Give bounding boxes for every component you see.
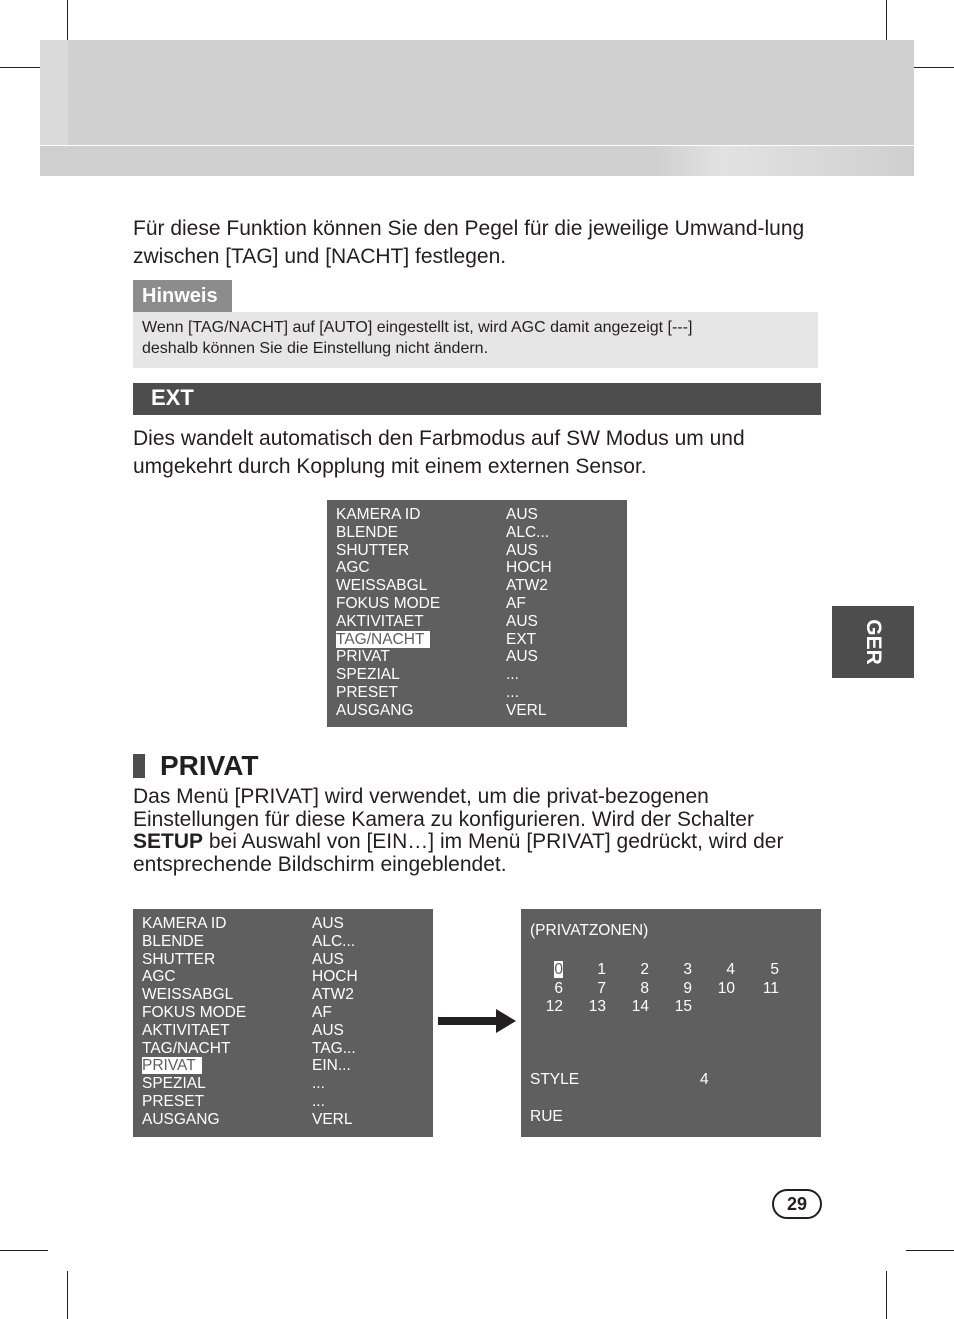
header-band-accent xyxy=(40,40,68,145)
menu-row-key xyxy=(142,968,312,986)
menu-key-text: AKTIVITAET xyxy=(142,1021,230,1039)
arrow-right-icon xyxy=(438,1008,518,1034)
menu-row-key xyxy=(142,1075,312,1093)
privacy-zone-number xyxy=(533,961,563,979)
setup-keyword: SETUP xyxy=(133,830,204,853)
menu-row xyxy=(142,915,424,933)
menu-key-text: AGC xyxy=(142,968,176,986)
menu-row xyxy=(336,595,618,613)
menu-row-value: HOCH xyxy=(506,559,552,577)
menu-key-text: SPEZIAL xyxy=(142,1075,206,1093)
menu-row-value: HOCH xyxy=(312,968,358,986)
style-value: 4 xyxy=(700,1071,709,1088)
privacy-zone-number xyxy=(619,980,649,998)
menu-row xyxy=(336,542,618,560)
zone-number-text: 8 xyxy=(640,980,649,997)
zone-number-text: 7 xyxy=(597,980,606,997)
ext-description xyxy=(133,425,823,481)
menu-row xyxy=(336,648,618,666)
privacy-zone-number xyxy=(662,961,692,979)
menu-row xyxy=(142,1057,424,1075)
menu-row-key xyxy=(336,613,506,631)
osd-menu-ext xyxy=(327,500,627,727)
crop-mark xyxy=(0,1250,48,1251)
menu-key-text: PRIVAT xyxy=(142,1057,202,1074)
menu-key-text: SPEZIAL xyxy=(336,666,400,684)
menu-key-text: TAG/NACHT xyxy=(336,631,430,648)
menu-row xyxy=(336,559,618,577)
return-label: RUE xyxy=(530,1108,563,1125)
privacy-zone-number xyxy=(705,980,735,998)
privat-description-line: entsprechende Bildschirm eingeblendet. xyxy=(133,852,507,876)
zone-number-text: 10 xyxy=(717,980,735,997)
menu-row-key xyxy=(142,1022,312,1040)
menu-key-text: SHUTTER xyxy=(142,950,216,968)
menu-row xyxy=(142,1040,424,1058)
menu-row-key xyxy=(142,1057,312,1075)
page-number: 29 xyxy=(772,1189,822,1219)
menu-row-value: ATW2 xyxy=(506,577,548,595)
privat-description-line: Das Menü [PRIVAT] wird verwendet, um die privat-bezogenen xyxy=(133,785,709,808)
zone-number-text: 9 xyxy=(683,980,692,997)
privat-description-line: Einstellungen für diese Kamera zu konfigurieren. Wird der Schalter xyxy=(133,807,754,831)
menu-key-text: AKTIVITAET xyxy=(336,612,424,630)
menu-row-key xyxy=(336,524,506,542)
note-label: Hinweis xyxy=(133,280,232,312)
menu-row-key xyxy=(142,1040,312,1058)
menu-row xyxy=(142,1111,424,1129)
privacy-zone-number xyxy=(576,980,606,998)
menu-row-key xyxy=(336,559,506,577)
language-tab-label: GER xyxy=(862,619,885,665)
crop-mark xyxy=(67,1271,68,1319)
menu-key-text: FOKUS MODE xyxy=(142,1003,247,1021)
menu-row-key xyxy=(336,648,506,666)
zone-number-text: 13 xyxy=(588,998,606,1015)
privat-description-text: bei Auswahl von [EIN…] im Menü [PRIVAT] gedrückt, wird der xyxy=(203,830,784,853)
menu-key-text: WEISSABGL xyxy=(336,577,428,595)
zone-number-text: 3 xyxy=(683,961,692,978)
ext-description-line: Dies wandelt automatisch den Farbmodus auf SW Modus um und xyxy=(133,427,745,450)
zone-number-text: 2 xyxy=(640,961,649,978)
zone-number-text: 12 xyxy=(545,998,563,1015)
crop-mark xyxy=(886,1271,887,1319)
menu-key-text: PRIVAT xyxy=(336,648,390,666)
section-heading-privat xyxy=(133,750,259,782)
osd-menu-privat xyxy=(133,909,433,1137)
menu-row-value: ... xyxy=(312,1075,325,1093)
privat-title: PRIVAT xyxy=(160,750,259,781)
menu-row xyxy=(142,986,424,1004)
zone-number-text: 4 xyxy=(726,961,735,978)
privacy-zone-number xyxy=(533,980,563,998)
menu-row-key xyxy=(336,702,506,720)
menu-row xyxy=(142,1022,424,1040)
menu-key-text: TAG/NACHT xyxy=(142,1039,231,1057)
header-strip xyxy=(40,146,914,176)
zone-number-text: 0 xyxy=(554,961,563,978)
menu-key-text: KAMERA ID xyxy=(336,506,421,523)
menu-key-text: AGC xyxy=(336,559,370,577)
menu-key-text: SHUTTER xyxy=(336,541,410,559)
menu-row xyxy=(142,951,424,969)
menu-row-value: ... xyxy=(506,683,519,701)
note-box xyxy=(133,312,818,368)
privatzonen-title: (PRIVATZONEN) xyxy=(530,922,649,939)
privacy-zone-number xyxy=(662,980,692,998)
menu-key-text: BLENDE xyxy=(336,523,399,541)
menu-row-key xyxy=(336,577,506,595)
menu-row-value: ... xyxy=(312,1092,325,1110)
menu-row-value: AUS xyxy=(312,915,344,932)
menu-row-value: AF xyxy=(312,1003,332,1021)
menu-row-key xyxy=(336,631,506,649)
menu-row-value: AF xyxy=(506,594,526,612)
menu-row-value: AUS xyxy=(312,1021,344,1039)
menu-row-key xyxy=(336,506,506,524)
menu-row xyxy=(142,1075,424,1093)
menu-row xyxy=(336,613,618,631)
menu-row xyxy=(142,1093,424,1111)
menu-key-text: FOKUS MODE xyxy=(336,594,441,612)
menu-row xyxy=(336,524,618,542)
menu-key-text: KAMERA ID xyxy=(142,915,227,932)
privacy-zone-number xyxy=(749,980,779,998)
privacy-zone-number xyxy=(619,961,649,979)
menu-row-value: EXT xyxy=(506,630,537,648)
menu-row xyxy=(336,702,618,720)
privacy-zone-number xyxy=(533,998,563,1016)
menu-row-key xyxy=(142,915,312,933)
section-title-ext: EXT xyxy=(133,383,821,415)
menu-row-value: VERL xyxy=(312,1110,353,1128)
note-text-line: Wenn [TAG/NACHT] auf [AUTO] eingestellt ist, wird AGC damit angezeigt [---] xyxy=(142,319,693,336)
zone-number-text: 6 xyxy=(554,980,563,997)
zone-number-text: 15 xyxy=(674,998,692,1015)
menu-row-value: AUS xyxy=(506,506,538,523)
menu-row-value: ... xyxy=(506,666,519,684)
privacy-zone-number xyxy=(576,998,606,1016)
zone-number-text: 1 xyxy=(597,961,606,978)
menu-row-key xyxy=(142,986,312,1004)
menu-row-value: AUS xyxy=(506,648,538,666)
header-band xyxy=(40,40,914,145)
menu-row-key xyxy=(142,1093,312,1111)
menu-row-key xyxy=(142,951,312,969)
menu-row xyxy=(336,506,618,524)
ext-description-line: umgekehrt durch Kopplung mit einem externen Sensor. xyxy=(133,455,647,478)
note-text-line: deshalb können Sie die Einstellung nicht ändern. xyxy=(142,340,489,357)
menu-row-value: ATW2 xyxy=(312,986,354,1004)
crop-mark xyxy=(906,1250,954,1251)
privacy-zone-number xyxy=(576,961,606,979)
menu-row-value: EIN... xyxy=(312,1057,351,1075)
privacy-zone-number xyxy=(705,961,735,979)
intro-paragraph: Für diese Funktion können Sie den Pegel für die jeweilige Umwand-lung zwischen [TAG] und [NACHT] festlegen. xyxy=(133,217,805,268)
menu-key-text: BLENDE xyxy=(142,932,205,950)
menu-row-value: VERL xyxy=(506,701,547,719)
menu-row xyxy=(336,684,618,702)
menu-row-key xyxy=(142,933,312,951)
menu-row-key xyxy=(336,595,506,613)
menu-row xyxy=(336,577,618,595)
heading-marker xyxy=(133,754,145,778)
menu-row xyxy=(142,968,424,986)
privacy-zone-number xyxy=(749,961,779,979)
menu-row-key xyxy=(142,1004,312,1022)
zone-number-text: 11 xyxy=(762,980,779,997)
menu-key-text: PRESET xyxy=(336,683,399,701)
menu-row-value: ALC... xyxy=(312,932,356,950)
menu-row-value: AUS xyxy=(506,612,538,630)
privat-description xyxy=(133,786,833,876)
menu-key-text: AUSGANG xyxy=(336,701,414,719)
privacy-zone-number xyxy=(619,998,649,1016)
menu-row-value: AUS xyxy=(312,950,344,968)
menu-row-key xyxy=(336,666,506,684)
menu-row xyxy=(142,1004,424,1022)
menu-key-text: AUSGANG xyxy=(142,1110,220,1128)
menu-row-key xyxy=(142,1111,312,1129)
style-label: STYLE xyxy=(530,1071,580,1088)
menu-row xyxy=(336,631,618,649)
menu-row-key xyxy=(336,542,506,560)
menu-row-key xyxy=(336,684,506,702)
menu-row-value: ALC... xyxy=(506,523,550,541)
language-tab xyxy=(832,606,914,678)
menu-key-text: PRESET xyxy=(142,1092,205,1110)
menu-row-value: TAG... xyxy=(312,1039,356,1057)
privacy-zone-number xyxy=(662,998,692,1016)
menu-row xyxy=(142,933,424,951)
zone-number-text: 14 xyxy=(631,998,649,1015)
menu-row-value: AUS xyxy=(506,541,538,559)
privat-description-line xyxy=(133,831,833,854)
osd-privatzonen-screen xyxy=(521,909,821,1137)
zone-number-text: 5 xyxy=(770,961,779,978)
menu-row xyxy=(336,666,618,684)
menu-key-text: WEISSABGL xyxy=(142,986,234,1004)
